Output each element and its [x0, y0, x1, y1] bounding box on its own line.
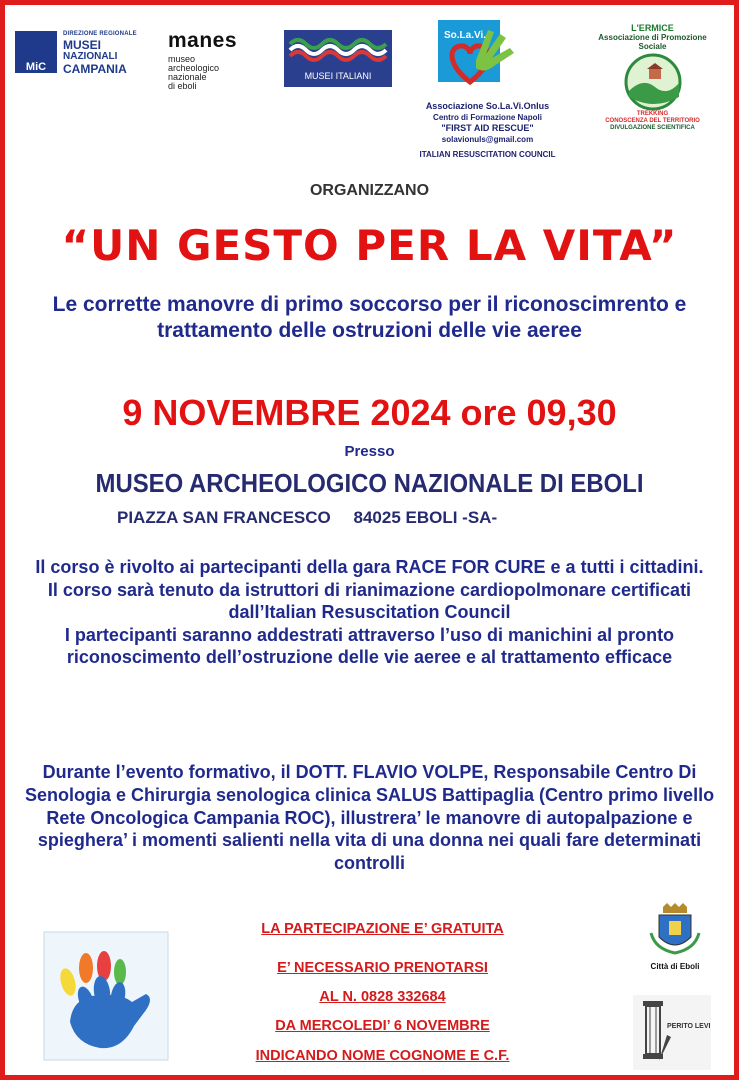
event-date: 9 NOVEMBRE 2024 ore 09,30 — [122, 392, 617, 433]
event-title: “UN GESTO PER LA VITA” — [61, 221, 678, 270]
landscape-icon — [621, 53, 685, 111]
ermice-subtitle: Associazione di Promozione Sociale — [598, 33, 707, 51]
presso-label: Presso — [344, 443, 395, 460]
crest-icon — [645, 903, 705, 955]
ermice-title: L'ERMICE — [631, 23, 674, 33]
ermice-foot2: CONOSCENZA DEL TERRITORIO — [605, 118, 700, 124]
manes-sub2: archeologico — [168, 63, 220, 73]
solavi-line1: Associazione So.La.Vi.Onlus — [425, 101, 550, 111]
musei-label: MUSEI ITALIANI — [304, 71, 372, 81]
mic-name — [63, 39, 127, 75]
perito-levi-label: PERITO LEVI — [667, 1023, 711, 1030]
course-line-3: I partecipanti saranno addestrati attraverso l’uso di manichini al pronto riconoscimento dell’ostruzione delle vie aeree e al trattamento efficace — [64, 624, 675, 667]
hand-heart-icon — [438, 20, 520, 95]
musei-italiani-logo — [284, 30, 392, 87]
manes-subtitle — [168, 55, 268, 91]
ermice-foot3: DIVULGAZIONE SCIENTIFICA — [610, 125, 695, 131]
handprint-icon — [42, 930, 172, 1065]
ermice-logo — [590, 23, 715, 135]
mic-line1: MUSEI — [63, 38, 102, 52]
course-line-1: Il corso è rivolto ai partecipanti della gara RACE FOR CURE e a tutti i cittadini. — [35, 557, 704, 577]
speaker-description — [20, 761, 719, 875]
speaker-text: Durante l’evento formativo, il DOTT. FLAVIO VOLPE, Responsabile Centro Di Senologia e Chirurgia senologica clinica SALUS Battipaglia (Centro primo livello Rete Oncologica Campania ROC), illustrera’ le manovre di autopalpazione e spieghera’ i momenti salienti nella vita di una donna nei quali fare determinati controlli — [24, 762, 715, 874]
course-line-2: Il corso sarà tenuto da istruttori di rianimazione cardiopolmonare certificati dall’Italian Resuscitation Council — [47, 579, 692, 622]
solavi-info — [405, 101, 570, 160]
manes-sub4: di eboli — [168, 81, 197, 91]
organizzano-label: ORGANIZZANO — [309, 182, 430, 199]
manes-sub1: museo — [168, 54, 196, 64]
solavi-logo-text: So.La.Vi. — [444, 30, 487, 41]
manes-title: manes — [168, 29, 238, 52]
mic-line3: CAMPANIA — [63, 62, 127, 76]
perito-levi-logo — [633, 995, 711, 1070]
venue-city: 84025 EBOLI -SA- — [353, 508, 498, 527]
event-subtitle: Le corrette manovre di primo soccorso per il riconoscimrento e trattamento delle ostruzioni delle vie aeree — [52, 293, 687, 342]
eboli-crest — [645, 903, 705, 983]
solavi-line2: Centro di Formazione Napoli — [433, 113, 542, 122]
mic-logo — [15, 29, 155, 79]
ermice-foot1: TREKKING — [636, 111, 669, 117]
registration-instructions: INDICANDO NOME COGNOME E C.F. — [255, 1048, 510, 1064]
ermice-emblem — [621, 53, 685, 111]
solavi-line5: ITALIAN RESUSCITATION COUNCIL — [419, 150, 556, 159]
ermice-footer — [590, 111, 715, 132]
registration-phone: AL N. 0828 332684 — [319, 989, 446, 1005]
solavi-logo — [438, 20, 520, 95]
handprint-image — [42, 930, 172, 1065]
solavi-line3: "FIRST AID RESCUE" — [441, 123, 534, 133]
eboli-caption: Città di Eboli — [650, 962, 700, 971]
solavi-email: solavionuls@gmail.com — [441, 135, 534, 144]
venue-address — [117, 508, 515, 528]
manes-sub3: nazionale — [168, 72, 207, 82]
venue-street: PIAZZA SAN FRANCESCO — [117, 508, 331, 527]
mic-line2: NAZIONALI — [63, 51, 118, 62]
manes-logo — [168, 29, 268, 89]
musei-wave-icon — [284, 30, 392, 70]
registration-free: LA PARTECIPAZIONE E’ GRATUITA — [261, 921, 504, 937]
venue-name: MUSEO ARCHEOLOGICO NAZIONALE DI EBOLI — [95, 468, 644, 498]
registration-required: E’ NECESSARIO PRENOTARSI — [277, 960, 488, 976]
registration-from-date: DA MERCOLEDI’ 6 NOVEMBRE — [275, 1018, 490, 1034]
course-description — [25, 556, 714, 669]
mic-badge: MiC — [15, 31, 57, 73]
mic-small-text: DIREZIONE REGIONALE — [63, 31, 137, 37]
column-pen-icon — [633, 995, 711, 1070]
